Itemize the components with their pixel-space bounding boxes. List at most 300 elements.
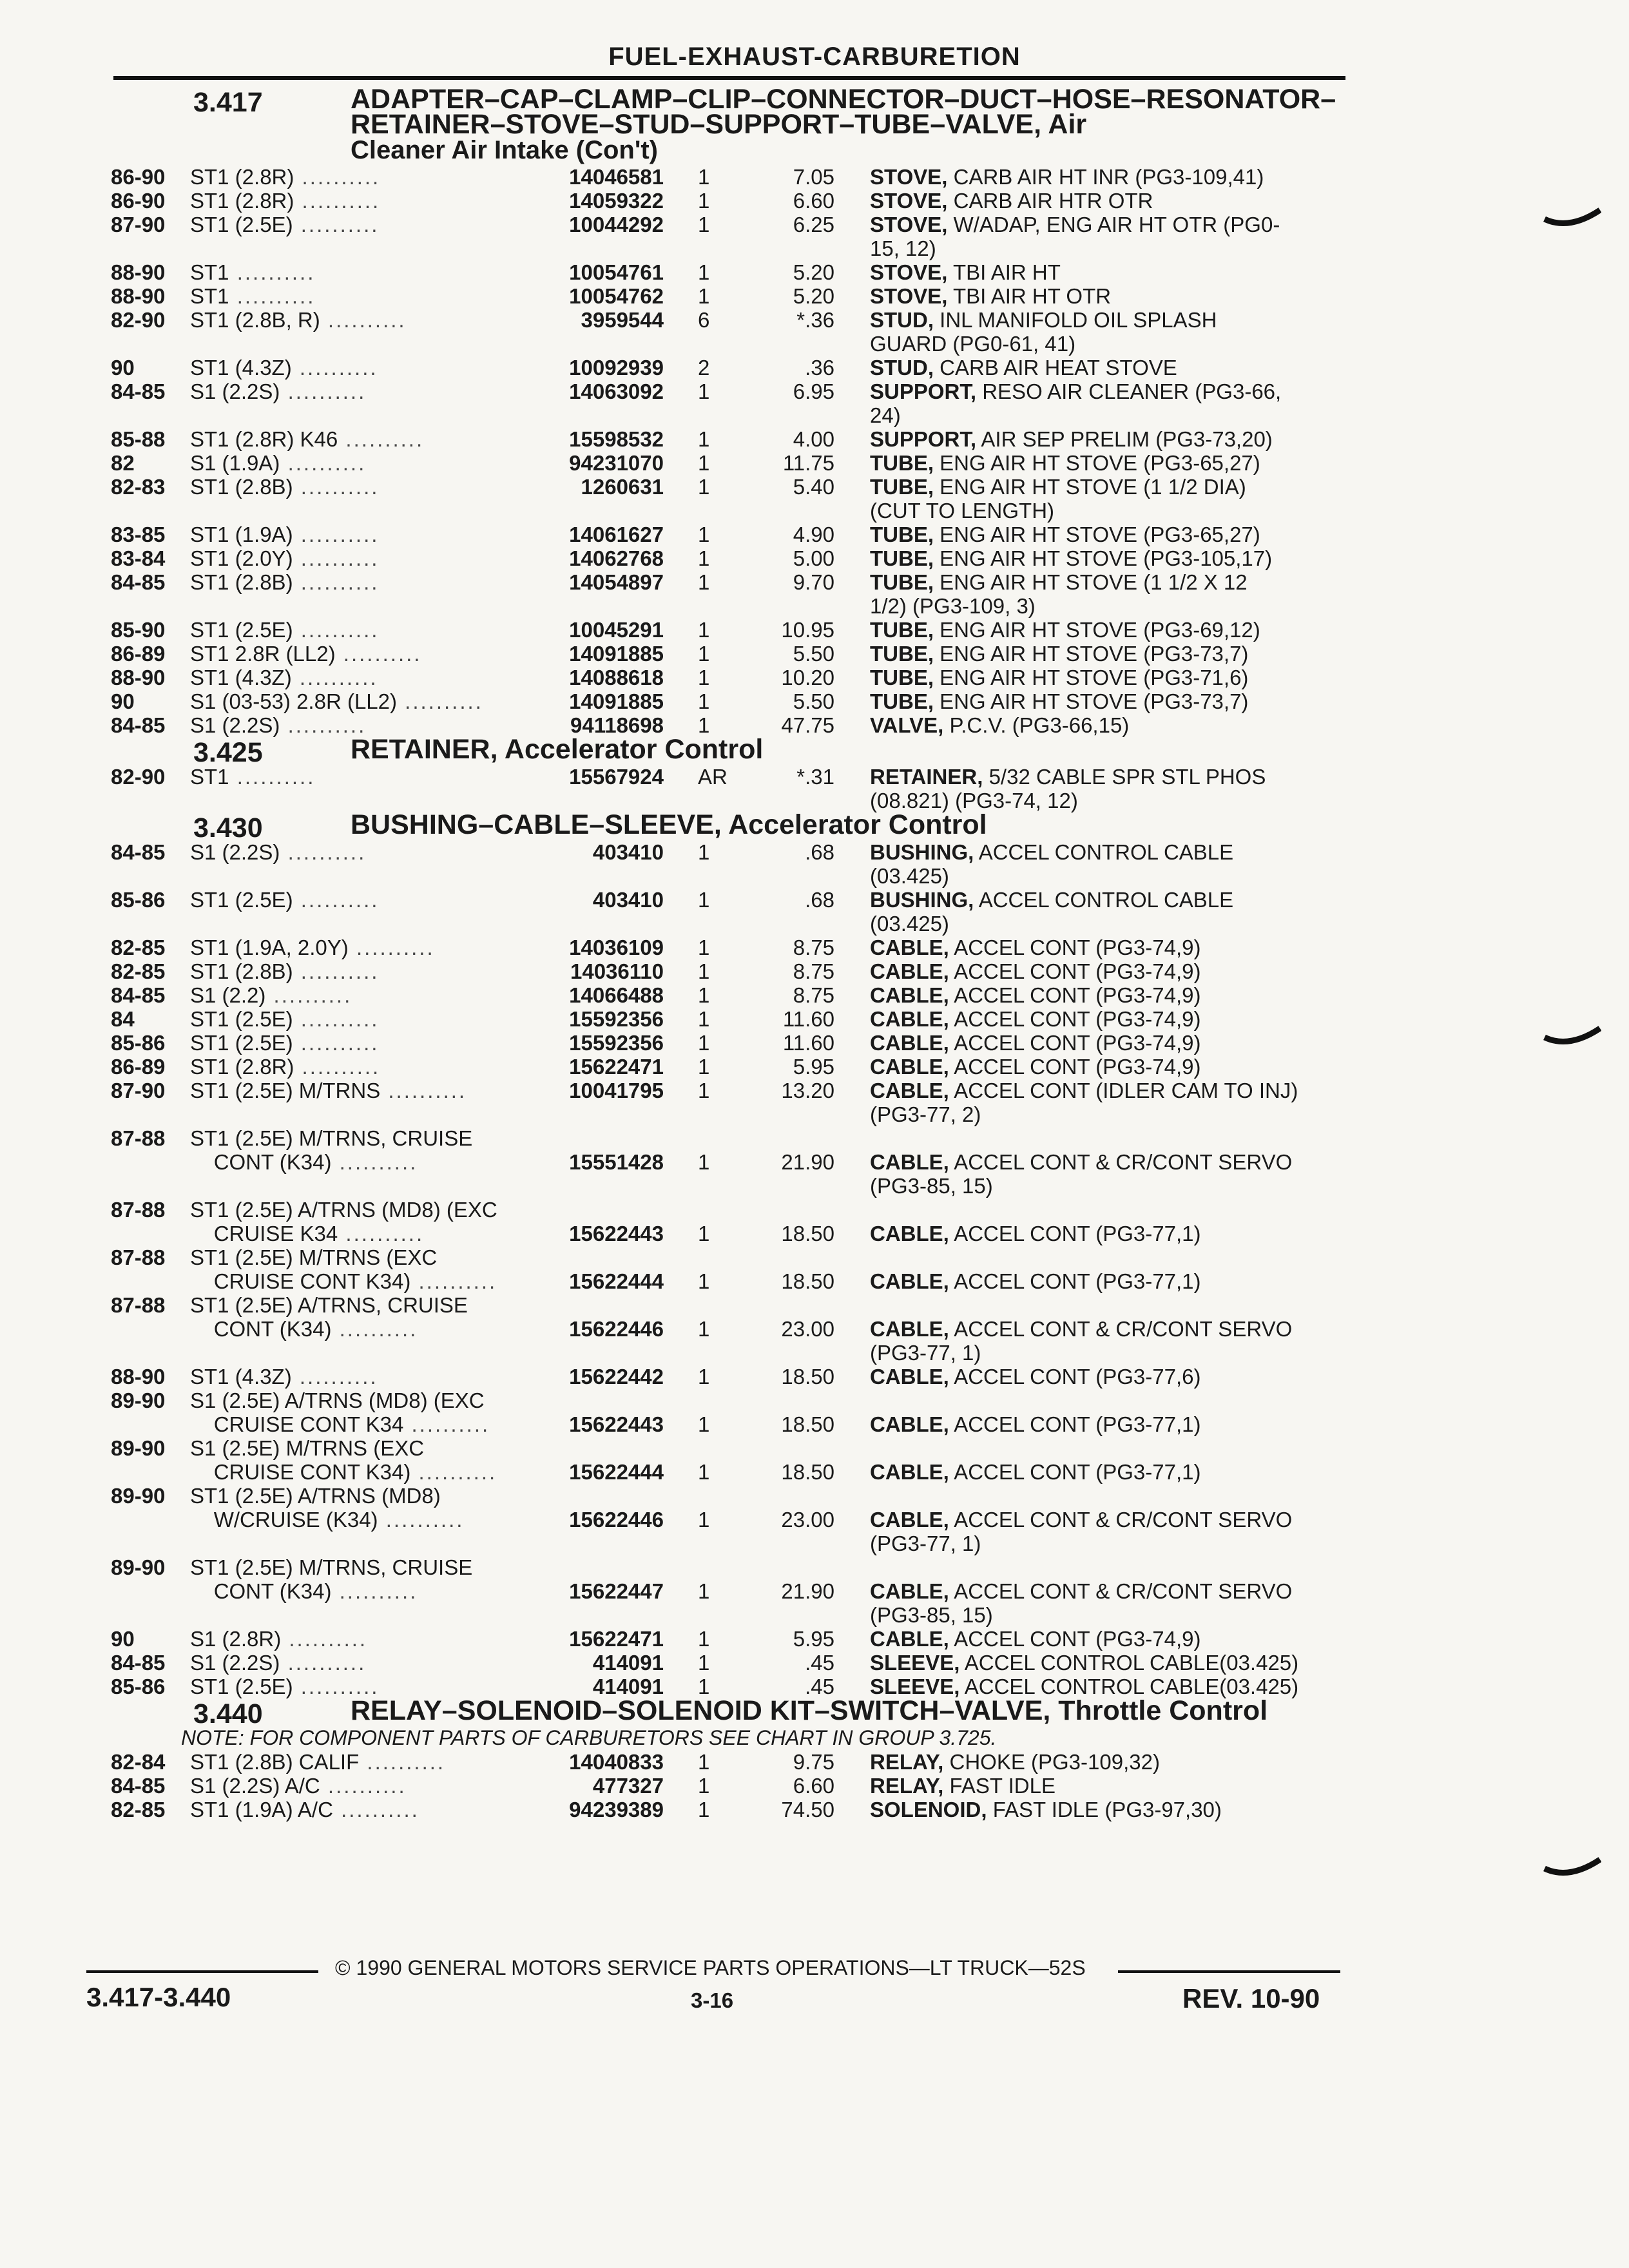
model-application xyxy=(190,959,532,983)
part-number: 14091885 xyxy=(569,689,664,713)
part-description-text: CHOKE (PG3-109,32) xyxy=(943,1750,1160,1774)
part-row xyxy=(0,523,1629,546)
price: 5.95 xyxy=(793,1627,834,1651)
price: 11.75 xyxy=(782,451,834,475)
price: 7.05 xyxy=(793,165,834,189)
price: 5.40 xyxy=(793,475,834,499)
part-name: CABLE, xyxy=(870,1269,949,1293)
leader-dots: .......... xyxy=(280,840,367,864)
part-row xyxy=(0,1031,1629,1055)
parts-listing xyxy=(0,84,1629,1821)
part-description-text: ACCEL CONT (PG3-74,9) xyxy=(949,936,1201,959)
part-description xyxy=(870,765,1334,812)
section-heading xyxy=(0,809,1629,843)
section-title-text: RELAY–SOLENOID–SOLENOID KIT–SWITCH–VALVE, Throttle Control xyxy=(351,1695,1268,1726)
model-years: 82-90 xyxy=(111,308,166,332)
part-description xyxy=(870,666,1334,689)
part-row xyxy=(0,765,1629,812)
part-number: 14036110 xyxy=(570,959,664,983)
quantity: 1 xyxy=(698,888,710,912)
model-application xyxy=(190,1389,532,1436)
part-number: 15622471 xyxy=(569,1055,664,1079)
model-application xyxy=(190,618,532,642)
part-name: CABLE, xyxy=(870,1317,949,1341)
section-subtitle: Cleaner Air Intake (Con't) xyxy=(351,136,658,164)
section-title xyxy=(351,84,1343,164)
quantity: 1 xyxy=(698,936,710,959)
part-number: 15622446 xyxy=(569,1317,664,1341)
quantity: 2 xyxy=(698,356,710,380)
model-years: 90 xyxy=(111,1627,135,1651)
model-application xyxy=(190,642,532,666)
part-description xyxy=(870,1508,1334,1555)
part-number: 14062768 xyxy=(569,546,664,570)
model-application xyxy=(190,1079,532,1102)
price: 21.90 xyxy=(781,1150,834,1174)
footer-page-number: 3-16 xyxy=(691,1988,734,2012)
leader-dots: .......... xyxy=(293,888,380,912)
model-application xyxy=(190,1031,532,1055)
part-description xyxy=(870,1579,1334,1627)
part-name: CABLE, xyxy=(870,1007,949,1031)
part-description-text: ACCEL CONTROL CABLE(03.425) xyxy=(959,1675,1299,1698)
part-description-text: 5/32 CABLE SPR STL PHOS (08.821) (PG3-74, 12) xyxy=(870,765,1266,812)
part-description xyxy=(870,570,1334,618)
model-application xyxy=(190,189,532,213)
leader-dots: .......... xyxy=(229,765,316,789)
section-heading xyxy=(0,84,1629,165)
part-description xyxy=(870,284,1334,308)
model-application-text: S1 (2.2S) xyxy=(190,1651,280,1675)
quantity: 1 xyxy=(698,1508,710,1532)
price: 5.20 xyxy=(793,260,834,284)
part-name: RELAY, xyxy=(870,1750,944,1774)
part-description xyxy=(870,1317,1334,1365)
model-years: 82 xyxy=(111,451,135,475)
price: .68 xyxy=(805,888,834,912)
section-title-text: RETAINER, Accelerator Control xyxy=(351,734,764,765)
quantity: AR xyxy=(698,765,728,789)
section-note xyxy=(0,1726,1629,1750)
price: 10.20 xyxy=(781,666,834,689)
leader-dots: .......... xyxy=(403,1412,490,1436)
model-application xyxy=(190,1198,532,1245)
price: 47.75 xyxy=(781,713,834,737)
part-name: TUBE, xyxy=(870,523,934,546)
part-row xyxy=(0,308,1629,356)
part-description-text: FAST IDLE (PG3-97,30) xyxy=(987,1798,1222,1821)
part-description xyxy=(870,189,1334,213)
part-row xyxy=(0,546,1629,570)
part-number: 15622446 xyxy=(569,1508,664,1532)
part-description xyxy=(870,1055,1334,1079)
leader-dots: .......... xyxy=(338,1222,425,1245)
part-description-text: INL MANIFOLD OIL SPLASH GUARD (PG0-61, 41) xyxy=(870,308,1217,356)
model-years: 87-88 xyxy=(111,1126,166,1150)
quantity: 1 xyxy=(698,1460,710,1484)
part-description xyxy=(870,888,1334,936)
leader-dots: .......... xyxy=(291,666,378,689)
model-application xyxy=(190,666,532,689)
model-application xyxy=(190,284,532,308)
part-description-text: ACCEL CONT (PG3-77,1) xyxy=(949,1412,1201,1436)
part-row xyxy=(0,1627,1629,1651)
part-row xyxy=(0,475,1629,523)
part-number: 10054761 xyxy=(569,260,664,284)
model-application-text: S1 (2.5E) M/TRNS (EXC CRUISE CONT K34) xyxy=(190,1436,425,1484)
price: 4.90 xyxy=(793,523,834,546)
leader-dots: .......... xyxy=(410,1269,497,1293)
part-name: TUBE, xyxy=(870,618,934,642)
model-years: 87-88 xyxy=(111,1293,166,1317)
price: 21.90 xyxy=(781,1579,834,1603)
model-application xyxy=(190,308,532,332)
leader-dots: .......... xyxy=(280,451,367,475)
part-name: CABLE, xyxy=(870,1222,949,1245)
part-description-text: RESO AIR CLEANER (PG3-66, 24) xyxy=(870,380,1282,427)
part-number: 94239389 xyxy=(569,1798,664,1821)
price: .36 xyxy=(805,356,834,380)
part-number: 477327 xyxy=(592,1774,664,1798)
part-description-text: FAST IDLE xyxy=(943,1774,1055,1798)
model-years: 87-90 xyxy=(111,213,166,236)
part-description-text: ACCEL CONT (PG3-77,1) xyxy=(949,1222,1201,1245)
part-name: RETAINER, xyxy=(870,765,983,789)
model-application-text: ST1 (2.5E) M/TRNS (EXC CRUISE CONT K34) xyxy=(190,1245,438,1293)
quantity: 1 xyxy=(698,1750,710,1774)
part-description-text: ENG AIR HT STOVE (PG3-65,27) xyxy=(934,451,1260,475)
price: 18.50 xyxy=(781,1460,834,1484)
model-years: 83-85 xyxy=(111,523,166,546)
price: 5.50 xyxy=(793,689,834,713)
part-number: 15592356 xyxy=(569,1007,664,1031)
price: 6.95 xyxy=(793,380,834,403)
model-application-text: ST1 (4.3Z) xyxy=(190,666,292,689)
part-name: STUD, xyxy=(870,356,934,380)
model-application-text: ST1 (2.5E) xyxy=(190,1675,293,1698)
part-name: CABLE, xyxy=(870,1079,949,1102)
price: 8.75 xyxy=(793,983,834,1007)
model-years: 84-85 xyxy=(111,1774,166,1798)
part-row xyxy=(0,260,1629,284)
model-years: 89-90 xyxy=(111,1555,166,1579)
footer-rule-left xyxy=(86,1970,318,1973)
model-years: 88-90 xyxy=(111,1365,166,1389)
quantity: 1 xyxy=(698,689,710,713)
price: *.31 xyxy=(796,765,834,789)
quantity: 6 xyxy=(698,308,710,332)
part-number: 14066488 xyxy=(569,983,664,1007)
quantity: 1 xyxy=(698,618,710,642)
part-row xyxy=(0,983,1629,1007)
part-name: CABLE, xyxy=(870,1365,949,1389)
model-application-text: ST1 (4.3Z) xyxy=(190,1365,292,1389)
part-description xyxy=(870,1750,1334,1774)
part-description xyxy=(870,260,1334,284)
price: 74.50 xyxy=(781,1798,834,1821)
binder-hole-mark xyxy=(1543,1023,1601,1049)
part-description xyxy=(870,840,1334,888)
model-application-text: ST1 (2.5E) xyxy=(190,618,293,642)
price: 18.50 xyxy=(781,1222,834,1245)
model-application xyxy=(190,1055,532,1079)
price: 8.75 xyxy=(793,936,834,959)
model-years: 86-89 xyxy=(111,642,166,666)
price: 18.50 xyxy=(781,1365,834,1389)
part-name: CABLE, xyxy=(870,1460,949,1484)
part-description xyxy=(870,689,1334,713)
leader-dots: .......... xyxy=(294,1055,381,1079)
model-application xyxy=(190,689,532,713)
part-row xyxy=(0,356,1629,380)
quantity: 1 xyxy=(698,546,710,570)
part-number: 15622444 xyxy=(569,1460,664,1484)
part-row xyxy=(0,936,1629,959)
part-row xyxy=(0,451,1629,475)
part-description-text: TBI AIR HT OTR xyxy=(947,284,1112,308)
quantity: 1 xyxy=(698,451,710,475)
part-row xyxy=(0,1651,1629,1675)
leader-dots: .......... xyxy=(281,1627,368,1651)
model-years: 88-90 xyxy=(111,260,166,284)
part-number: 15622471 xyxy=(569,1627,664,1651)
part-number: 14063092 xyxy=(569,380,664,403)
model-application-text: S1 (2.2S) xyxy=(190,380,280,403)
part-row xyxy=(0,959,1629,983)
part-description-text: ENG AIR HT STOVE (PG3-73,7) xyxy=(934,689,1249,713)
part-description-text: AIR SEP PRELIM (PG3-73,20) xyxy=(976,427,1273,451)
part-description-text: ACCEL CONT (PG3-74,9) xyxy=(949,1031,1201,1055)
quantity: 1 xyxy=(698,165,710,189)
part-description xyxy=(870,380,1334,427)
part-row xyxy=(0,1774,1629,1798)
model-application xyxy=(190,1774,532,1798)
part-name: CABLE, xyxy=(870,1412,949,1436)
model-years: 87-90 xyxy=(111,1079,166,1102)
leader-dots: .......... xyxy=(331,1579,418,1603)
part-row xyxy=(0,1079,1629,1126)
part-name: SLEEVE, xyxy=(870,1651,960,1675)
leader-dots: .......... xyxy=(331,1317,418,1341)
part-name: SUPPORT, xyxy=(870,380,977,403)
model-application xyxy=(190,1651,532,1675)
leader-dots: .......... xyxy=(320,1774,407,1798)
quantity: 1 xyxy=(698,1627,710,1651)
part-row xyxy=(0,1198,1629,1245)
part-description-text: ACCEL CONT (PG3-74,9) xyxy=(949,959,1201,983)
leader-dots: .......... xyxy=(294,165,381,189)
part-description-text: ACCEL CONTROL CABLE(03.425) xyxy=(959,1651,1299,1675)
part-description xyxy=(870,1627,1334,1651)
model-application-text: ST1 (2.5E) xyxy=(190,213,293,236)
model-application xyxy=(190,1365,532,1389)
part-description-text: ENG AIR HT STOVE (PG3-71,6) xyxy=(934,666,1249,689)
part-description-text: ACCEL CONT (PG3-74,9) xyxy=(949,1007,1201,1031)
part-row xyxy=(0,1245,1629,1293)
model-years: 89-90 xyxy=(111,1436,166,1460)
model-application xyxy=(190,1798,532,1821)
part-number: 15551428 xyxy=(569,1150,664,1174)
footer-copyright: © 1990 GENERAL MOTORS SERVICE PARTS OPERATIONS—LT TRUCK—52S xyxy=(335,1956,1086,1979)
leader-dots: .......... xyxy=(229,260,316,284)
part-description xyxy=(870,642,1334,666)
model-years: 84-85 xyxy=(111,983,166,1007)
price: 9.70 xyxy=(793,570,834,594)
price: 4.00 xyxy=(793,427,834,451)
model-application xyxy=(190,546,532,570)
model-years: 85-86 xyxy=(111,1031,166,1055)
part-description xyxy=(870,451,1334,475)
part-number: 15622442 xyxy=(569,1365,664,1389)
part-number: 15598532 xyxy=(569,427,664,451)
model-application-text: S1 (2.2S) A/C xyxy=(190,1774,320,1798)
model-application-text: ST1 (2.8B) xyxy=(190,570,293,594)
quantity: 1 xyxy=(698,570,710,594)
model-application-text: ST1 xyxy=(190,284,229,308)
part-row xyxy=(0,1365,1629,1389)
quantity: 1 xyxy=(698,1150,710,1174)
part-row xyxy=(0,1293,1629,1365)
model-years: 82-85 xyxy=(111,959,166,983)
section-title xyxy=(351,734,1343,765)
model-application xyxy=(190,1436,532,1484)
model-application-text: ST1 (2.8B) CALIF xyxy=(190,1750,360,1774)
part-number: 14061627 xyxy=(569,523,664,546)
model-application-text: S1 (2.2S) xyxy=(190,840,280,864)
model-application xyxy=(190,570,532,594)
quantity: 1 xyxy=(698,1365,710,1389)
quantity: 1 xyxy=(698,1774,710,1798)
model-application-text: ST1 (1.9A) A/C xyxy=(190,1798,333,1821)
model-years: 88-90 xyxy=(111,284,166,308)
part-description xyxy=(870,983,1334,1007)
part-description xyxy=(870,1079,1334,1126)
leader-dots: .......... xyxy=(293,546,380,570)
part-description-text: ENG AIR HT STOVE (PG3-105,17) xyxy=(934,546,1273,570)
part-number: 94231070 xyxy=(569,451,664,475)
part-description-text: P.C.V. (PG3-66,15) xyxy=(943,713,1130,737)
leader-dots: .......... xyxy=(293,213,380,236)
leader-dots: .......... xyxy=(280,1651,367,1675)
part-description-text: ENG AIR HT STOVE (PG3-73,7) xyxy=(934,642,1249,666)
leader-dots: .......... xyxy=(410,1460,497,1484)
part-description xyxy=(870,936,1334,959)
price: 5.20 xyxy=(793,284,834,308)
quantity: 1 xyxy=(698,1651,710,1675)
part-description xyxy=(870,165,1334,189)
section-heading xyxy=(0,734,1629,768)
model-years: 82-84 xyxy=(111,1750,166,1774)
part-name: CABLE, xyxy=(870,1150,949,1174)
model-application-text: ST1 (1.9A, 2.0Y) xyxy=(190,936,349,959)
quantity: 1 xyxy=(698,427,710,451)
part-description xyxy=(870,618,1334,642)
price: 5.95 xyxy=(793,1055,834,1079)
part-name: STOVE, xyxy=(870,284,948,308)
part-description xyxy=(870,713,1334,737)
model-application xyxy=(190,936,532,959)
part-description xyxy=(870,213,1334,260)
part-name: TUBE, xyxy=(870,689,934,713)
part-number: 10041795 xyxy=(569,1079,664,1102)
leader-dots: .......... xyxy=(294,189,381,213)
section-heading xyxy=(0,1695,1629,1729)
price: 11.60 xyxy=(782,1031,834,1055)
leader-dots: .......... xyxy=(291,1365,378,1389)
part-name: CABLE, xyxy=(870,936,949,959)
part-name: VALVE, xyxy=(870,713,944,737)
part-description xyxy=(870,1269,1334,1293)
part-name: TUBE, xyxy=(870,666,934,689)
model-application xyxy=(190,356,532,380)
model-application xyxy=(190,523,532,546)
part-description-text: ENG AIR HT STOVE (PG3-69,12) xyxy=(934,618,1260,642)
quantity: 1 xyxy=(698,1412,710,1436)
part-name: CABLE, xyxy=(870,983,949,1007)
quantity: 1 xyxy=(698,1798,710,1821)
leader-dots: .......... xyxy=(265,983,352,1007)
model-application-text: ST1 (2.8R) xyxy=(190,1055,294,1079)
part-description xyxy=(870,1774,1334,1798)
part-row xyxy=(0,666,1629,689)
part-description xyxy=(870,1031,1334,1055)
part-name: CABLE, xyxy=(870,959,949,983)
header-rule xyxy=(113,76,1345,80)
model-application-text: S1 (2.5E) A/TRNS (MD8) (EXC CRUISE CONT K34 xyxy=(190,1389,485,1436)
price: .45 xyxy=(805,1651,834,1675)
model-application-text: ST1 (2.5E) xyxy=(190,1007,293,1031)
model-years: 82-85 xyxy=(111,1798,166,1821)
part-description xyxy=(870,1412,1334,1436)
model-application-text: ST1 (1.9A) xyxy=(190,523,293,546)
part-row xyxy=(0,189,1629,213)
part-description-text: ACCEL CONT & CR/CONT SERVO (PG3-77, 1) xyxy=(870,1508,1293,1555)
leader-dots: .......... xyxy=(331,1150,418,1174)
model-application-text: ST1 (2.5E) M/TRNS, CRUISE CONT (K34) xyxy=(190,1555,473,1603)
leader-dots: .......... xyxy=(293,1007,380,1031)
part-row xyxy=(0,1484,1629,1555)
model-application-text: S1 (2.2S) xyxy=(190,713,280,737)
model-years: 89-90 xyxy=(111,1389,166,1412)
model-application xyxy=(190,765,532,789)
model-application-text: ST1 (2.5E) xyxy=(190,1031,293,1055)
part-row xyxy=(0,1750,1629,1774)
model-application-text: ST1 (2.5E) A/TRNS, CRUISE CONT (K34) xyxy=(190,1293,468,1341)
price: 6.25 xyxy=(793,213,834,236)
binder-hole-mark xyxy=(1543,205,1601,231)
part-description-text: ACCEL CONT & CR/CONT SERVO (PG3-85, 15) xyxy=(870,1579,1293,1627)
model-application xyxy=(190,380,532,403)
footer-revision: REV. 10-90 xyxy=(1182,1983,1320,2013)
model-years: 84-85 xyxy=(111,840,166,864)
quantity: 1 xyxy=(698,642,710,666)
quantity: 1 xyxy=(698,284,710,308)
part-name: SOLENOID, xyxy=(870,1798,987,1821)
part-row xyxy=(0,840,1629,888)
leader-dots: .......... xyxy=(293,618,380,642)
part-name: STOVE, xyxy=(870,189,948,213)
part-number: 14088618 xyxy=(569,666,664,689)
part-name: STUD, xyxy=(870,308,934,332)
model-years: 82-85 xyxy=(111,936,166,959)
model-years: 90 xyxy=(111,356,135,380)
part-description xyxy=(870,959,1334,983)
model-years: 82-90 xyxy=(111,765,166,789)
part-name: TUBE, xyxy=(870,642,934,666)
part-description xyxy=(870,1007,1334,1031)
model-application xyxy=(190,983,532,1007)
quantity: 1 xyxy=(698,840,710,864)
